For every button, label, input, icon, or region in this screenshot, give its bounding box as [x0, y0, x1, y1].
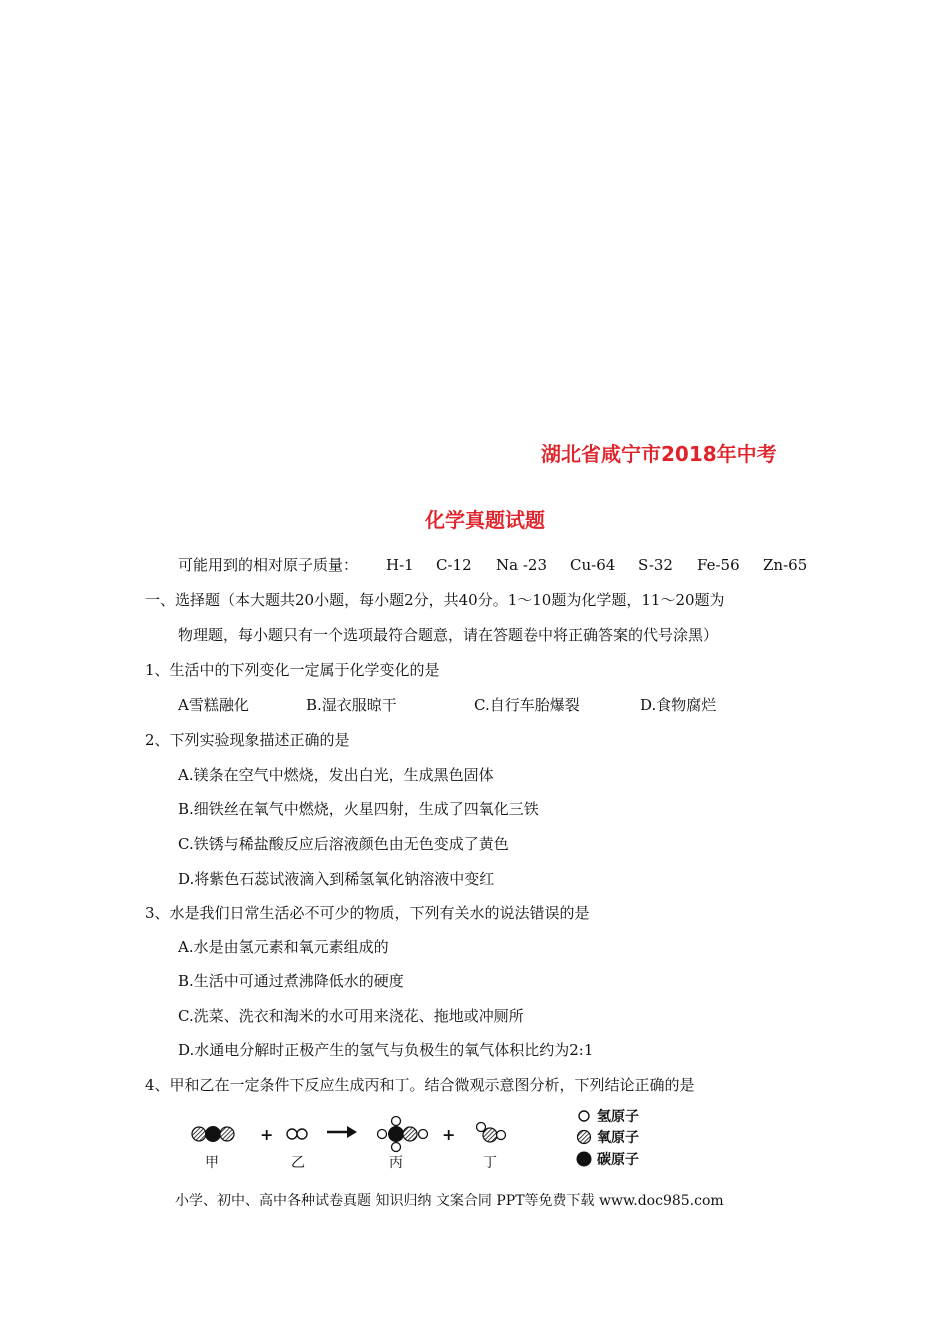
label-bing: 丙 — [389, 1155, 403, 1171]
legend-hydrogen: 氢原子 — [597, 1109, 639, 1125]
atomic-mass-item: Na -23 — [496, 556, 547, 574]
section-heading-continued: 物理题，每小题只有一个选项最符合题意，请在答题卷中将正确答案的代号涂黑） — [178, 626, 719, 644]
question-3-stem: 3、水是我们日常生活必不可少的物质，下列有关水的说法错误的是 — [145, 904, 590, 922]
atomic-mass-item: Cu-64 — [570, 556, 616, 574]
molecule-yi — [287, 1129, 307, 1139]
oxygen-atom — [192, 1127, 206, 1141]
question-3-option-b: B.生活中可通过煮沸降低水的硬度 — [178, 972, 404, 990]
atomic-mass-item: S-32 — [638, 556, 673, 574]
reaction-arrow — [327, 1126, 357, 1138]
label-jia: 甲 — [205, 1155, 219, 1171]
section-heading: 一、选择题（本大题共20小题，每小题2分，共40分。1～10题为化学题，11～20题为 — [145, 591, 725, 609]
plus-sign: + — [442, 1125, 456, 1144]
label-yi: 乙 — [291, 1155, 305, 1171]
reaction-micro-diagram — [185, 1104, 665, 1174]
oxygen-atom — [578, 1131, 591, 1144]
hydrogen-atom — [392, 1143, 401, 1152]
plus-sign: + — [260, 1125, 274, 1144]
hydrogen-atom — [497, 1131, 506, 1140]
question-1-stem: 1、生活中的下列变化一定属于化学变化的是 — [145, 661, 440, 679]
question-1-option-c: C.自行车胎爆裂 — [474, 696, 580, 714]
question-2-option-d: D.将紫色石蕊试液滴入到稀氢氧化钠溶液中变红 — [178, 870, 495, 888]
arrow-sign: → — [185, 1104, 186, 1105]
hydrogen-atom — [378, 1130, 387, 1139]
atom-legend — [577, 1108, 640, 1168]
question-1-option-b: B.湿衣服晾干 — [306, 696, 397, 714]
question-3-option-d: D.水通电分解时正极产生的氢气与负极生的氧气体积比约为2:1 — [178, 1041, 594, 1059]
oxygen-atom — [483, 1128, 497, 1142]
molecule-jia — [192, 1126, 234, 1142]
exam-title-line2: 化学真题试题 — [425, 508, 545, 532]
footer-note: 小学、初中、高中各种试卷真题 知识归纳 文案合同 PPT等免费下载 www.doc985.com — [175, 1193, 724, 1209]
hydrogen-atom — [579, 1111, 589, 1121]
oxygen-atom — [403, 1127, 417, 1141]
hydrogen-atom — [419, 1130, 428, 1139]
hydrogen-atom — [287, 1129, 297, 1139]
exam-title-line1: 湖北省咸宁市2018年中考 — [541, 442, 777, 466]
question-2-option-c: C.铁锈与稀盐酸反应后溶液颜色由无色变成了黄色 — [178, 835, 509, 853]
atomic-mass-item: Zn-65 — [763, 556, 808, 574]
oxygen-atom — [220, 1127, 234, 1141]
question-4-stem: 4、甲和乙在一定条件下反应生成丙和丁。结合微观示意图分析，下列结论正确的是 — [145, 1076, 695, 1094]
atomic-mass-item: Fe-56 — [697, 556, 740, 574]
question-3-option-c: C.洗菜、洗衣和淘米的水可用来浇花、拖地或冲厕所 — [178, 1007, 524, 1025]
hydrogen-atom — [392, 1117, 401, 1126]
hydrogen-atom — [297, 1129, 307, 1139]
carbon-atom — [577, 1152, 592, 1167]
carbon-atom — [388, 1126, 404, 1142]
atomic-mass-item: H-1 — [386, 556, 414, 574]
legend-oxygen: 氧原子 — [597, 1130, 639, 1146]
question-1-option-a: A雪糕融化 — [178, 696, 249, 714]
question-2-stem: 2、下列实验现象描述正确的是 — [145, 731, 350, 749]
molecule-ding — [477, 1123, 506, 1143]
atomic-mass-item: C-12 — [436, 556, 472, 574]
label-ding: 丁 — [483, 1155, 497, 1171]
carbon-atom — [205, 1126, 221, 1142]
molecule-bing — [378, 1117, 428, 1152]
question-3-option-a: A.水是由氢元素和氧元素组成的 — [178, 938, 389, 956]
atomic-mass-label: 可能用到的相对原子质量： — [178, 556, 359, 574]
legend-carbon: 碳原子 — [597, 1152, 639, 1168]
question-1-option-d: D.食物腐烂 — [640, 696, 717, 714]
question-2-option-b: B.细铁丝在氧气中燃烧，火星四射，生成了四氧化三铁 — [178, 800, 539, 818]
question-2-option-a: A.镁条在空气中燃烧，发出白光，生成黑色固体 — [178, 766, 494, 784]
